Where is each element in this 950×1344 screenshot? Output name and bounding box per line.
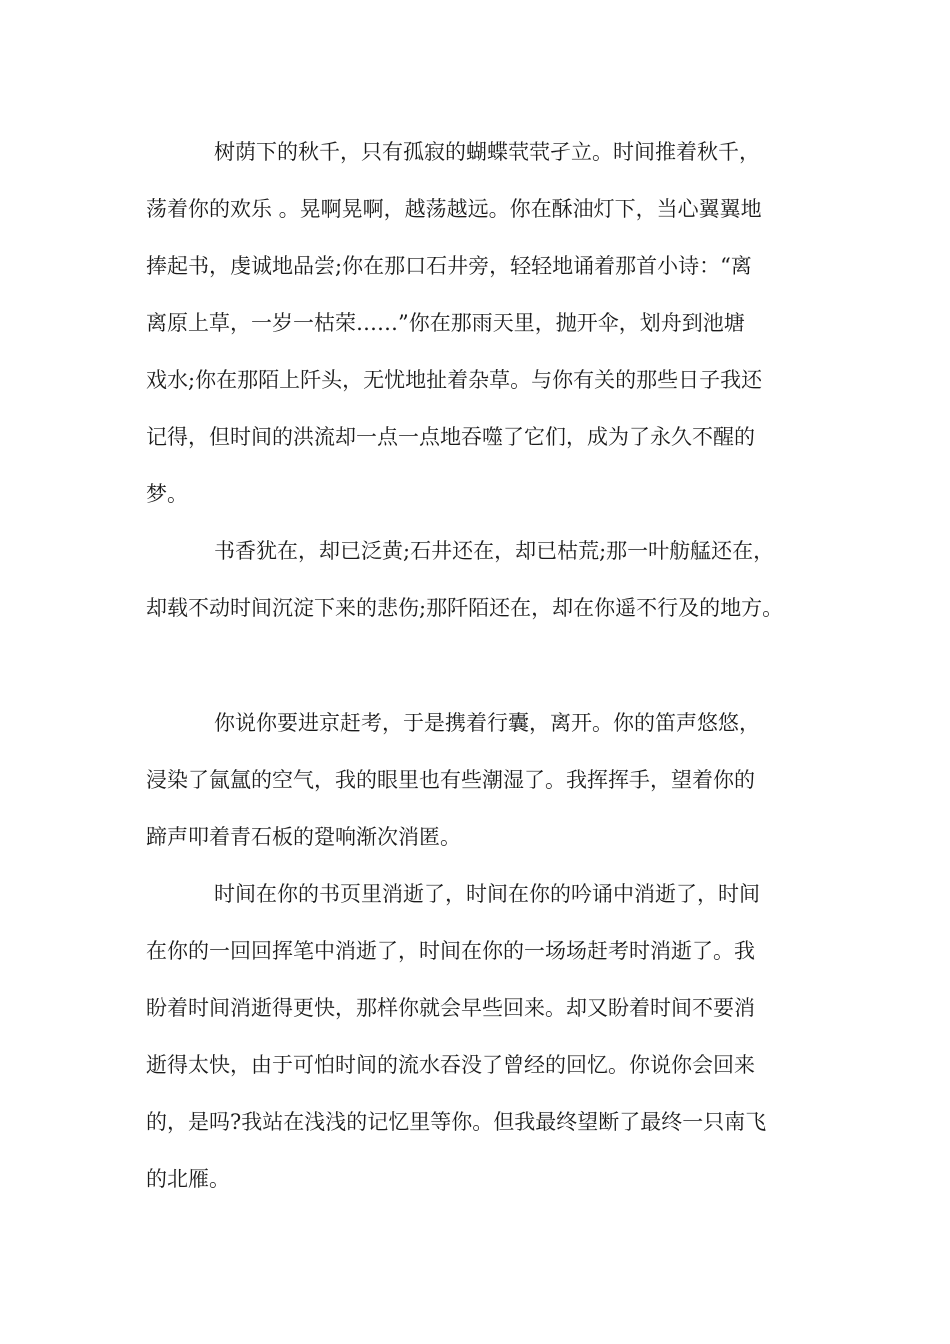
- paragraph-line: 浸染了氤氲的空气，我的眼里也有些潮湿了。我挥挥手，望着你的: [146, 768, 755, 792]
- paragraph-line: 书香犹在，却已泛黄;石井还在，却已枯荒;那一叶舫艋还在，: [214, 539, 775, 563]
- paragraph-line: 在你的一回回挥笔中消逝了，时间在你的一场场赶考时消逝了。我: [146, 939, 755, 963]
- paragraph-line: 的，是吗?我站在浅浅的记忆里等你。但我最终望断了最终一只南飞: [146, 1110, 767, 1134]
- paragraph-line: 盼着时间消逝得更快，那样你就会早些回来。却又盼着时间不要消: [146, 996, 755, 1020]
- paragraph-line: 蹄声叩着青石板的跫响渐次消匿。: [146, 825, 461, 849]
- paragraph-1: [146, 124, 836, 523]
- paragraph-line: 捧起书，虔诚地品尝;你在那口石井旁，轻轻地诵着那首小诗：“离: [146, 254, 752, 278]
- paragraph-line: 却载不动时间沉淀下来的悲伤;那阡陌还在，却在你遥不行及的地方。: [146, 596, 784, 620]
- paragraph-line: 逝得太快，由于可怕时间的流水吞没了曾经的回忆。你说你会回来: [146, 1053, 755, 1077]
- paragraph-line: 树荫下的秋千，只有孤寂的蝴蝶茕茕孑立。时间推着秋千，: [214, 140, 760, 164]
- paragraph-line: 荡着你的欢乐 。晃啊晃啊，越荡越远。你在酥油灯下，当心翼翼地: [146, 197, 762, 221]
- paragraph-line: 戏水;你在那陌上阡头，无忧地扯着杂草。与你有关的那些日子我还: [146, 368, 763, 392]
- paragraph-3: [146, 695, 836, 866]
- paragraph-line: 你说你要进京赶考，于是携着行囊，离开。你的笛声悠悠，: [214, 711, 760, 735]
- paragraph-2: [146, 523, 836, 637]
- paragraph-line: 梦。: [146, 482, 188, 506]
- paragraph-line: 离原上草，一岁一枯荣……”你在那雨天里，抛开伞，划舟到池塘: [146, 311, 745, 335]
- paragraph-line: 记得，但时间的洪流却一点一点地吞噬了它们，成为了永久不醒的: [146, 425, 755, 449]
- paragraph-line: 的北雁。: [146, 1167, 230, 1191]
- paragraph-4: [146, 866, 836, 1208]
- paragraph-line: 时间在你的书页里消逝了，时间在你的吟诵中消逝了，时间: [214, 882, 760, 906]
